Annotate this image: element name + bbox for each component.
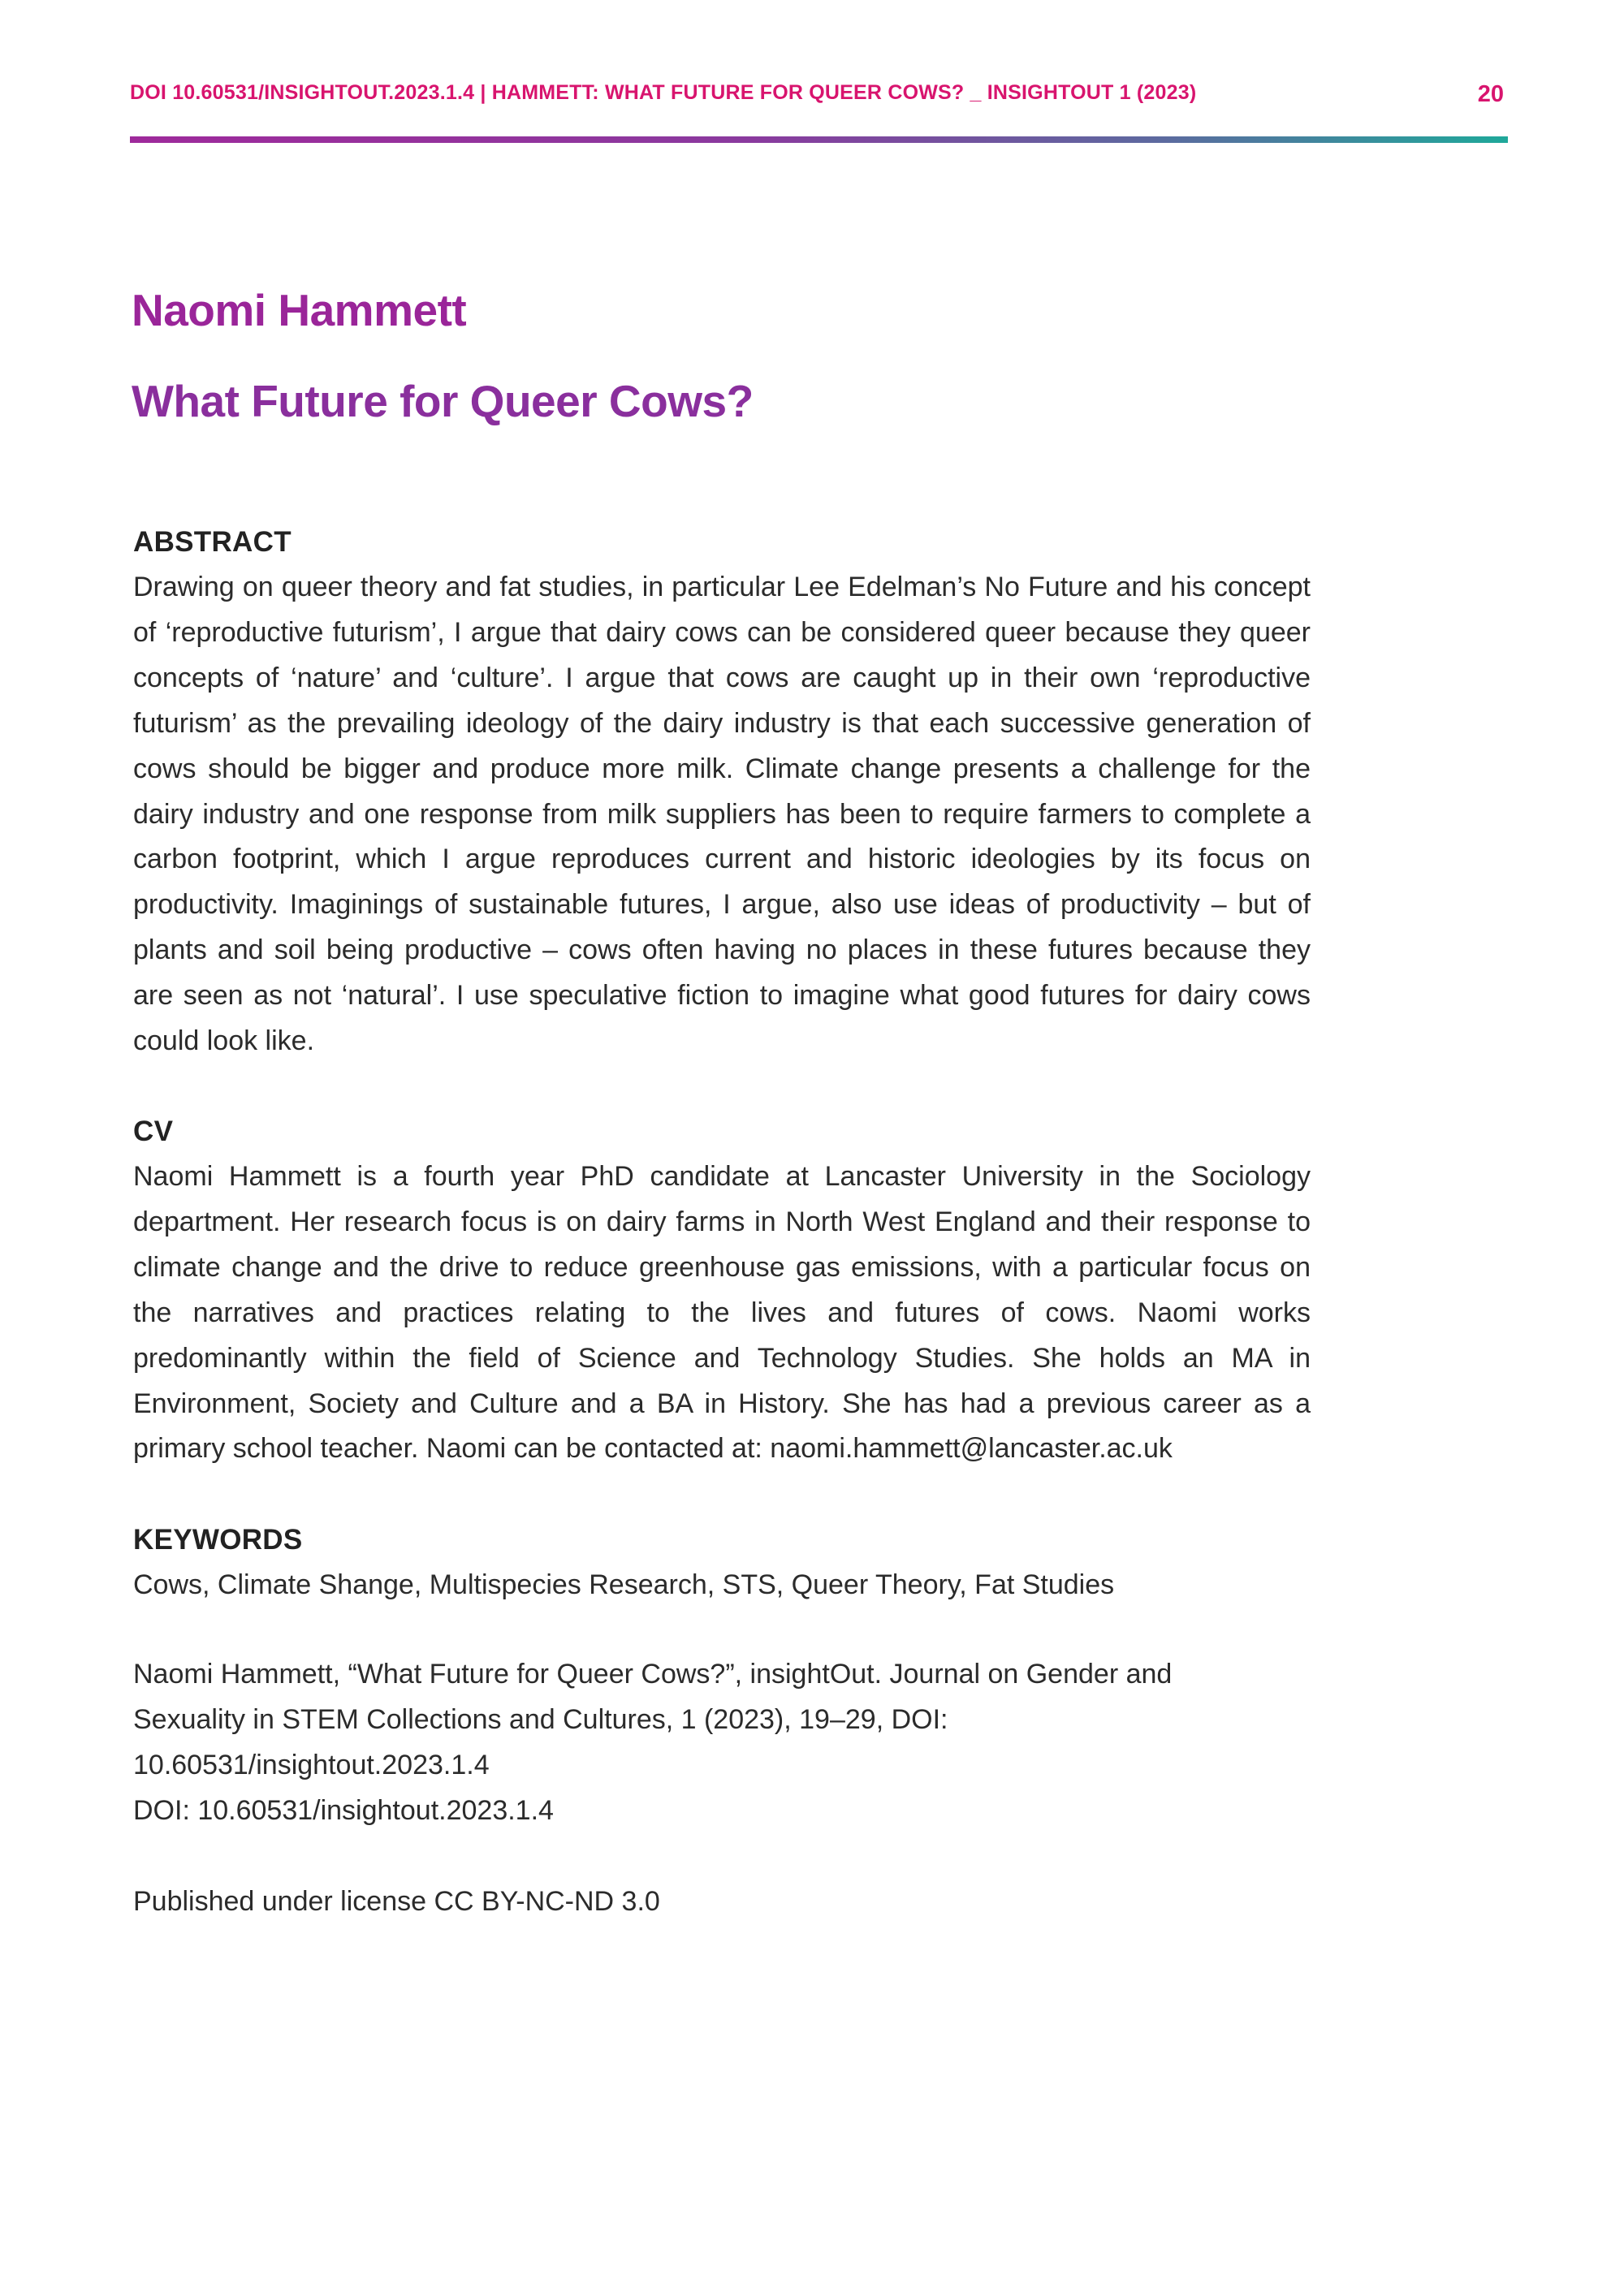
abstract-section <box>133 520 1311 1064</box>
header-divider <box>130 136 1508 143</box>
keywords-section <box>133 1517 1311 1608</box>
citation-line-2: Sexuality in STEM Collections and Cultures, 1 (2023), 19–29, DOI: 10.60531/insightout.2023.1.4 <box>133 1703 948 1780</box>
article-title: What Future for Queer Cows? <box>132 376 754 426</box>
running-header: DOI 10.60531/INSIGHTOUT.2023.1.4 | HAMMETT: WHAT FUTURE FOR QUEER COWS? _ INSIGHTOUT 1 (2023) <box>130 81 1197 104</box>
keywords-text: Cows, Climate Shange, Multispecies Research, STS, Queer Theory, Fat Studies <box>133 1569 1115 1600</box>
license-line: Published under license CC BY-NC-ND 3.0 <box>133 1886 660 1917</box>
cv-text: Naomi Hammett is a fourth year PhD candidate at Lancaster University in the Sociology department. Her research focus is on dairy farms in North West England and their response to climate change and the drive to reduce greenhouse gas emissions, with a particular focus on the narratives and practices relating to the lives and futures of cows. Naomi works predominantly within the field of Science and Technology Studies. She holds an MA in Environment, Society and Culture and a BA in History. She has had a previous career as a primary school teacher. Naomi can be contacted at: naomi.hammett@lancaster.ac.uk <box>133 1161 1311 1465</box>
abstract-heading: ABSTRACT <box>133 526 292 558</box>
citation <box>133 1652 1311 1789</box>
doi-line: DOI: 10.60531/insightout.2023.1.4 <box>133 1795 554 1826</box>
keywords-heading: KEYWORDS <box>133 1524 303 1556</box>
author-name: Naomi Hammett <box>132 285 467 335</box>
cv-heading: CV <box>133 1116 174 1147</box>
abstract-text: Drawing on queer theory and fat studies, in particular Lee Edelman’s No Future and his concept of ‘reproductive futurism’, I argue that dairy cows can be considered queer because they queer concepts of ‘nature’ and ‘culture’. I argue that cows are caught up in their own ‘reproductive futurism’ as the prevailing ideology of the dairy industry is that each successive generation of cows should be bigger and produce more milk. Climate change presents a challenge for the dairy industry and one response from milk suppliers has been to require farmers to complete a carbon footprint, which I argue reproduces current and historic ideologies by its focus on productivity. Imaginings of sustainable futures, I argue, also use ideas of productivity – but of plants and soil being productive – cows often having no places in these futures because they are seen as not ‘natural’. I use speculative fiction to imagine what good futures for dairy cows could look like. <box>133 572 1311 1057</box>
citation-line-1: Naomi Hammett, “What Future for Queer Cows?”, insightOut. Journal on Gender and <box>133 1659 1173 1690</box>
page-number: 20 <box>1477 81 1504 107</box>
cv-section <box>133 1109 1311 1472</box>
